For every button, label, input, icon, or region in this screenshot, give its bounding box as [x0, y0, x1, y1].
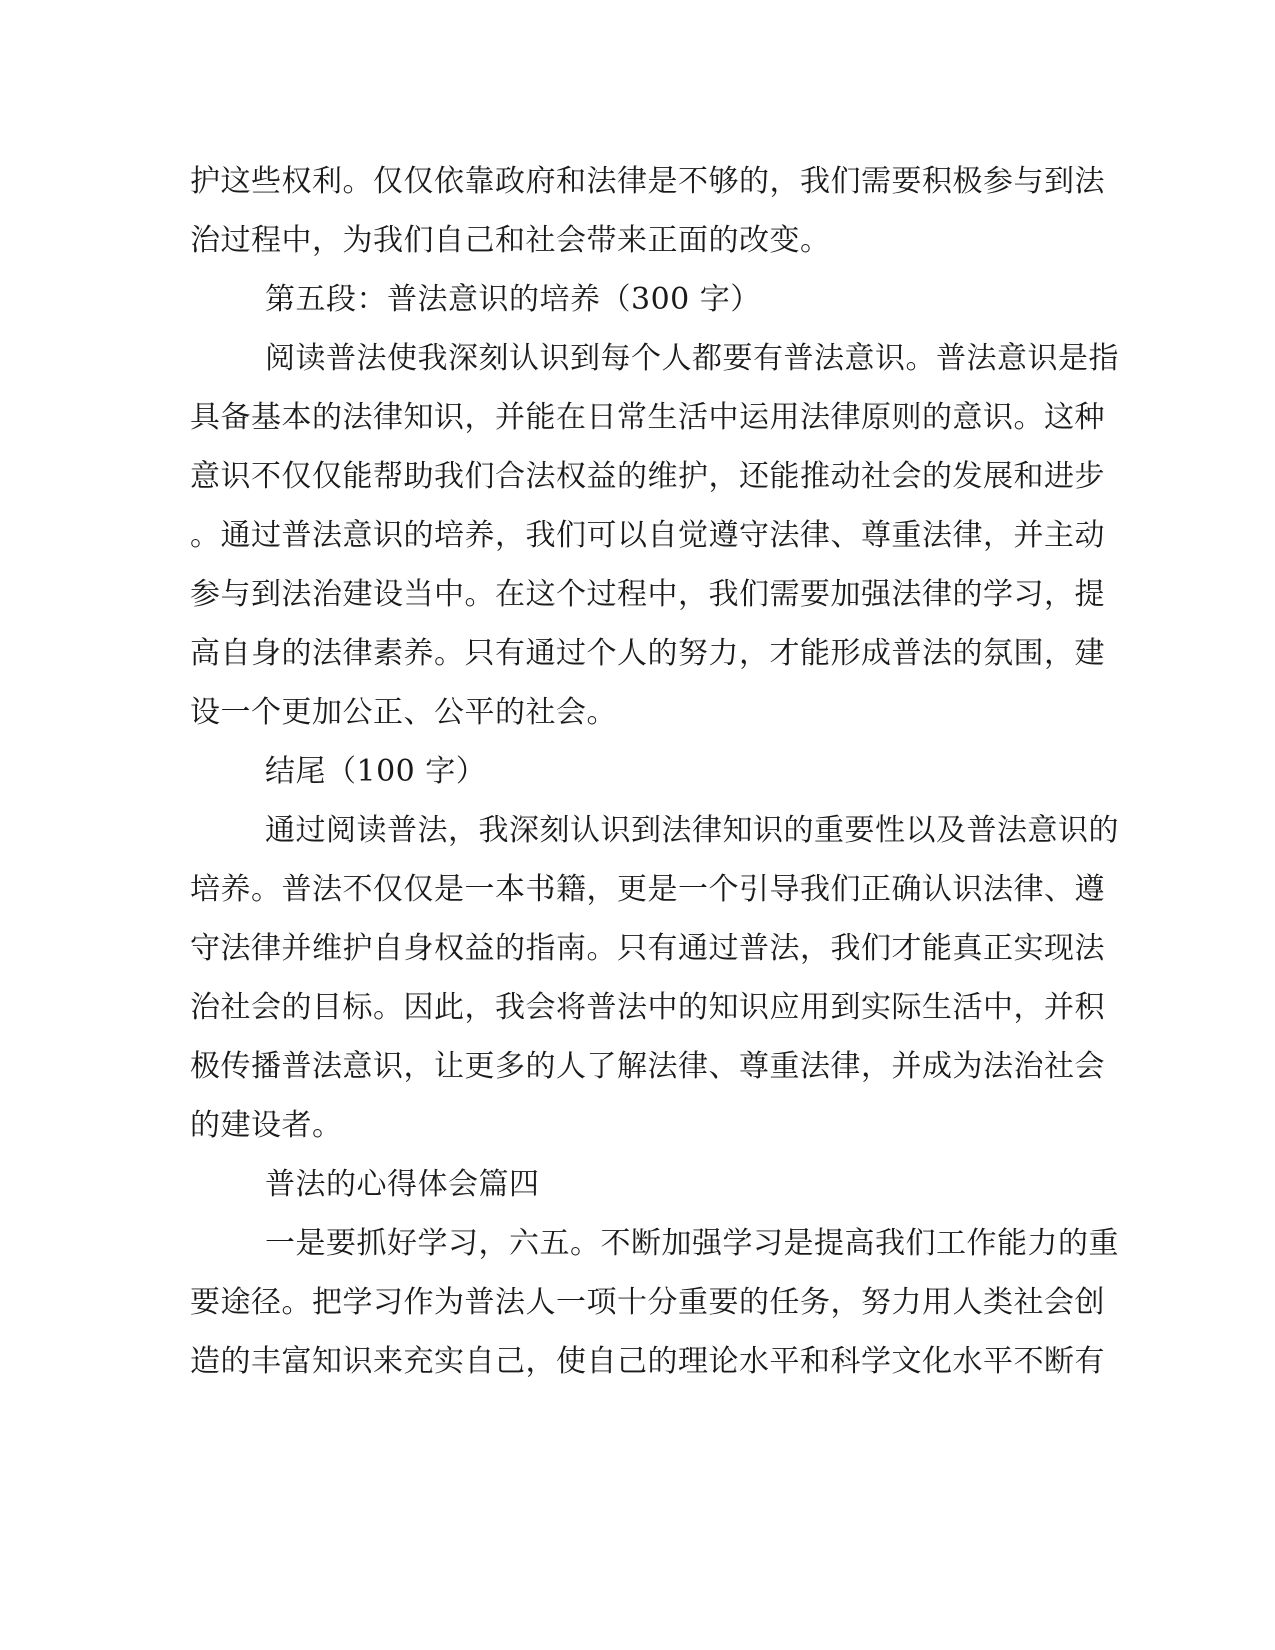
section-heading: 第五段：普法意识的培养（300 字）	[265, 282, 761, 317]
section-heading: 结尾（100 字）	[265, 754, 487, 789]
body-text-line: 治过程中，为我们自己和社会带来正面的改变。	[190, 223, 831, 258]
body-text-line: 一是要抓好学习，六五。不断加强学习是提高我们工作能力的重	[265, 1226, 1119, 1261]
body-text-line: 护这些权利。仅仅依靠政府和法律是不够的，我们需要积极参与到法	[190, 164, 1105, 199]
body-text-line: 的建设者。	[190, 1108, 343, 1143]
section-heading: 普法的心得体会篇四	[265, 1167, 540, 1202]
body-text-line: 极传播普法意识，让更多的人了解法律、尊重法律，并成为法治社会	[190, 1049, 1105, 1084]
body-text-line: 治社会的目标。因此，我会将普法中的知识应用到实际生活中，并积	[190, 990, 1105, 1025]
body-text-line: 具备基本的法律知识，并能在日常生活中运用法律原则的意识。这种	[190, 400, 1105, 435]
body-text-line: 设一个更加公正、公平的社会。	[190, 695, 617, 730]
body-text-line: 通过阅读普法，我深刻认识到法律知识的重要性以及普法意识的	[265, 813, 1119, 848]
body-text-line: 意识不仅仅能帮助我们合法权益的维护，还能推动社会的发展和进步	[190, 459, 1105, 494]
body-text-line: 要途径。把学习作为普法人一项十分重要的任务，努力用人类社会创	[190, 1285, 1105, 1320]
body-text-line: 高自身的法律素养。只有通过个人的努力，才能形成普法的氛围，建	[190, 636, 1105, 671]
body-text-line: 。通过普法意识的培养，我们可以自觉遵守法律、尊重法律，并主动	[190, 518, 1105, 553]
body-text-line: 阅读普法使我深刻认识到每个人都要有普法意识。普法意识是指	[265, 341, 1119, 376]
body-text-line: 造的丰富知识来充实自己，使自己的理论水平和科学文化水平不断有	[190, 1344, 1105, 1379]
body-text-line: 守法律并维护自身权益的指南。只有通过普法，我们才能真正实现法	[190, 931, 1105, 966]
body-text-line: 培养。普法不仅仅是一本书籍，更是一个引导我们正确认识法律、遵	[190, 872, 1105, 907]
body-text-line: 参与到法治建设当中。在这个过程中，我们需要加强法律的学习，提	[190, 577, 1105, 612]
